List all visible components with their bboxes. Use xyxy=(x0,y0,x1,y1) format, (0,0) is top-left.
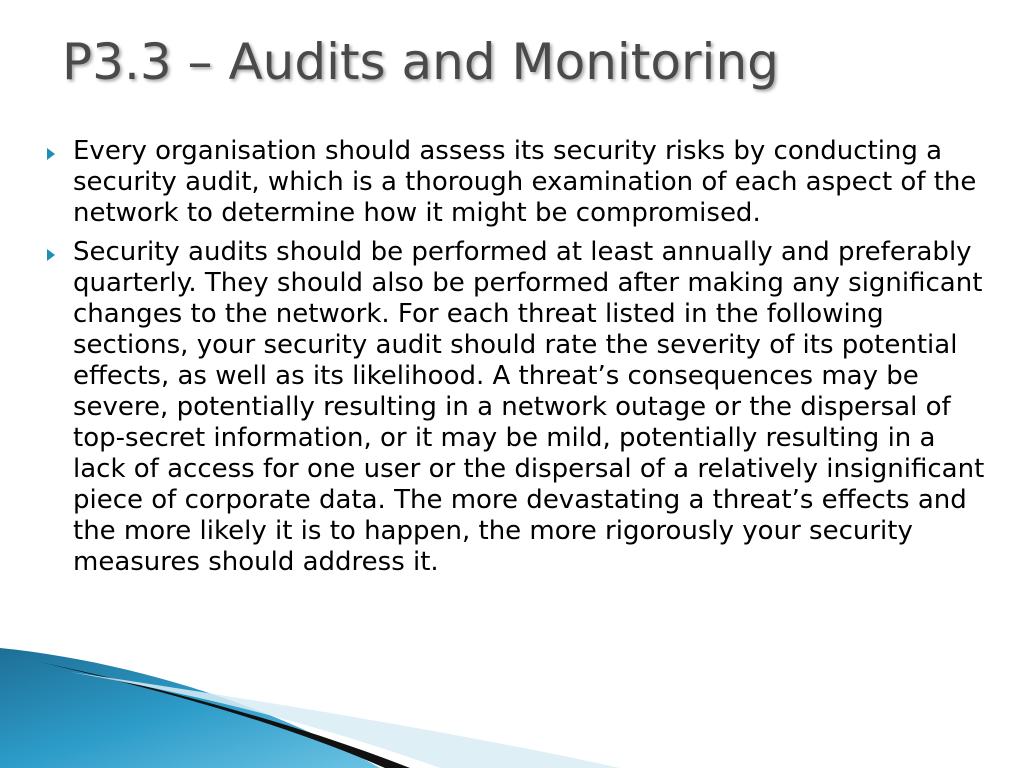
triangle-bullet-icon xyxy=(47,249,55,261)
triangle-bullet-icon xyxy=(47,148,55,160)
blue-wave-shape xyxy=(0,648,380,768)
light-stripe-shape xyxy=(70,672,620,768)
slide-title: P3.3 – Audits and Monitoring xyxy=(62,33,779,91)
bullet-text: Security audits should be performed at least annually and preferably quarterly. They should also be performed after making any significant changes to the network. For each threat listed in the following sections, your security audit should rate the severity of its potential effects, as well as its likelihood. A threat’s consequences may be severe, potentially resulting in a network outage or the dispersal of top-secret information, or it may be mild, potentially resulting in a lack of access for one user or the dispersal of a relatively insignificant piece of corporate data. The more devastating a threat’s effects and the more likely it is to happen, the more rigorously your security measures should address it. xyxy=(73,237,985,577)
black-stripe-shape xyxy=(40,662,410,768)
bullet-text: Every organisation should assess its security risks by conducting a security audit, which is a thorough examination of each aspect of the network to determine how it might be compromised. xyxy=(73,136,977,228)
bullet-item xyxy=(0,237,1024,578)
bullet-list xyxy=(0,136,1024,586)
bullet-item xyxy=(0,136,1024,229)
